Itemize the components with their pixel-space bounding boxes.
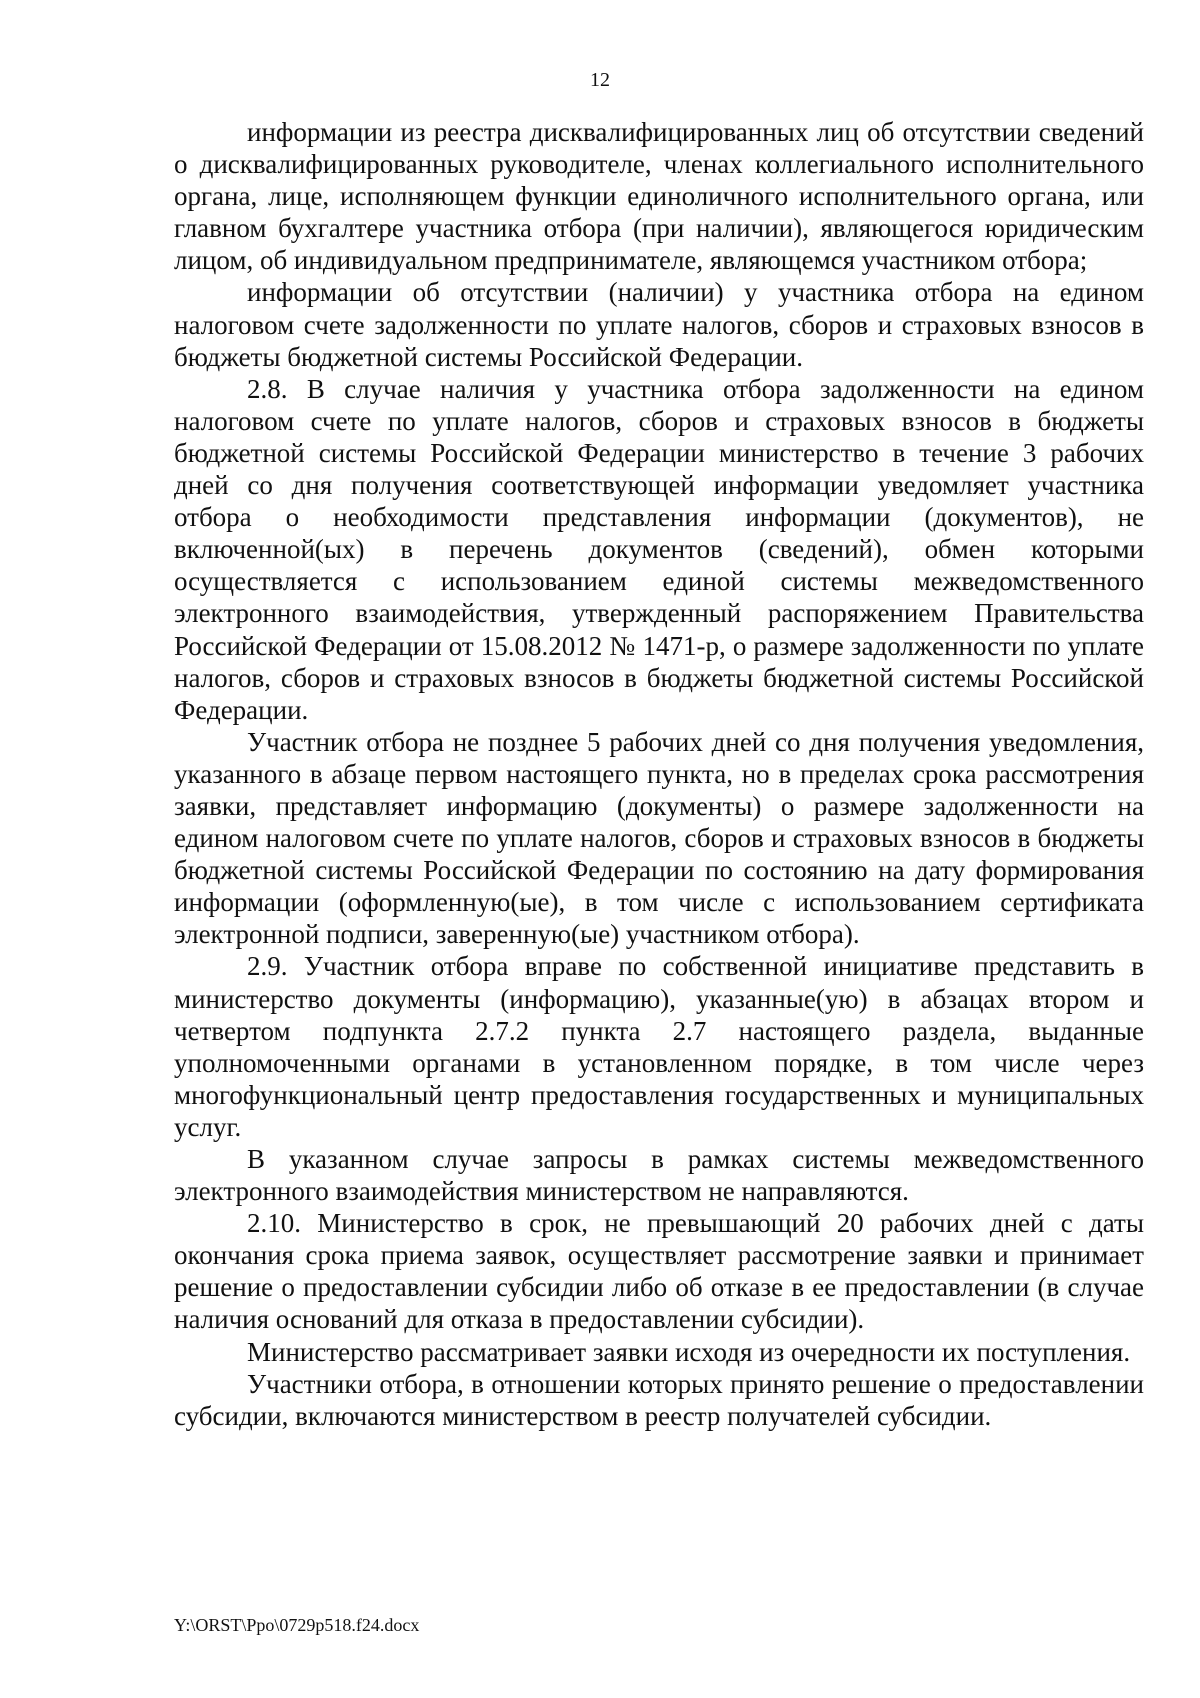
paragraph: Участники отбора, в отношении которых принято решение о предоставлении субсидии, включаются министерством в реестр получателей субсидии. [174,1368,1144,1431]
paragraph: В указанном случае запросы в рамках системы межведомственного электронного взаимодействия министерством не направляются. [174,1144,1144,1207]
paragraph: Министерство рассматривает заявки исходя из очередности их поступления. [247,1336,1131,1367]
page-number: 12 [590,69,610,91]
paragraph: 2.8. В случае наличия у участника отбора задолженности на едином налоговом счете по уплате налогов, сборов и страховых взносов в бюджеты бюджетной системы Российской Федерации министерство в течение 3 рабочих дней со дня получения соответствующей информации уведомляет участника отбора о необходимости представления информации (документов), не включенной(ых) в перечень документов (сведений), обмен которыми осуществляется с использованием единой системы межведомственного электронного взаимодействия, утвержденный распоряжением Правительства Российской Федерации от 15.08.2012 № 1471-р, о размере задолженности по уплате налогов, сборов и страховых взносов в бюджеты бюджетной системы Российской Федерации. [174,373,1144,725]
paragraph: 2.10. Министерство в срок, не превышающий 20 рабочих дней с даты окончания срока приема заявок, осуществляет рассмотрение заявки и принимает решение о предоставлении субсидии либо об отказе в ее предоставлении (в случае наличия оснований для отказа в предоставлении субсидии). [174,1208,1144,1335]
paragraph: Участник отбора не позднее 5 рабочих дней со дня получения уведомления, указанного в абзаце первом настоящего пункта, но в пределах срока рассмотрения заявки, представляет информацию (документы) о размере задолженности на едином налоговом счете по уплате налогов, сборов и страховых взносов в бюджеты бюджетной системы Российской Федерации по состоянию на дату формирования информации (оформленную(ые), в том числе с использованием сертификата электронной подписи, заверенную(ые) участником отбора). [174,726,1144,950]
paragraph: информации об отсутствии (наличии) у участника отбора на едином налоговом счете задолженности по уплате налогов, сборов и страховых взносов в бюджеты бюджетной системы Российской Федерации. [174,277,1144,372]
paragraph: 2.9. Участник отбора вправе по собственной инициативе представить в министерство документы (информацию), указанные(ую) в абзацах втором и четвертом подпункта 2.7.2 пункта 2.7 настоящего раздела, выданные уполномоченными органами в установленном порядке, в том числе через многофункциональный центр предоставления государственных и муниципальных услуг. [174,951,1144,1142]
paragraph: информации из реестра дисквалифицированных лиц об отсутствии сведений о дисквалифицированных руководителе, членах коллегиального исполнительного органа, лице, исполняющем функции единоличного исполнительного органа, или главном бухгалтере участника отбора (при наличии), являющегося юридическим лицом, об индивидуальном предпринимателе, являющемся участником отбора; [174,117,1144,276]
document-body [174,116,1144,1432]
footer-file-path: Y:\ORST\Ppo\0729p518.f24.docx [174,1615,420,1635]
